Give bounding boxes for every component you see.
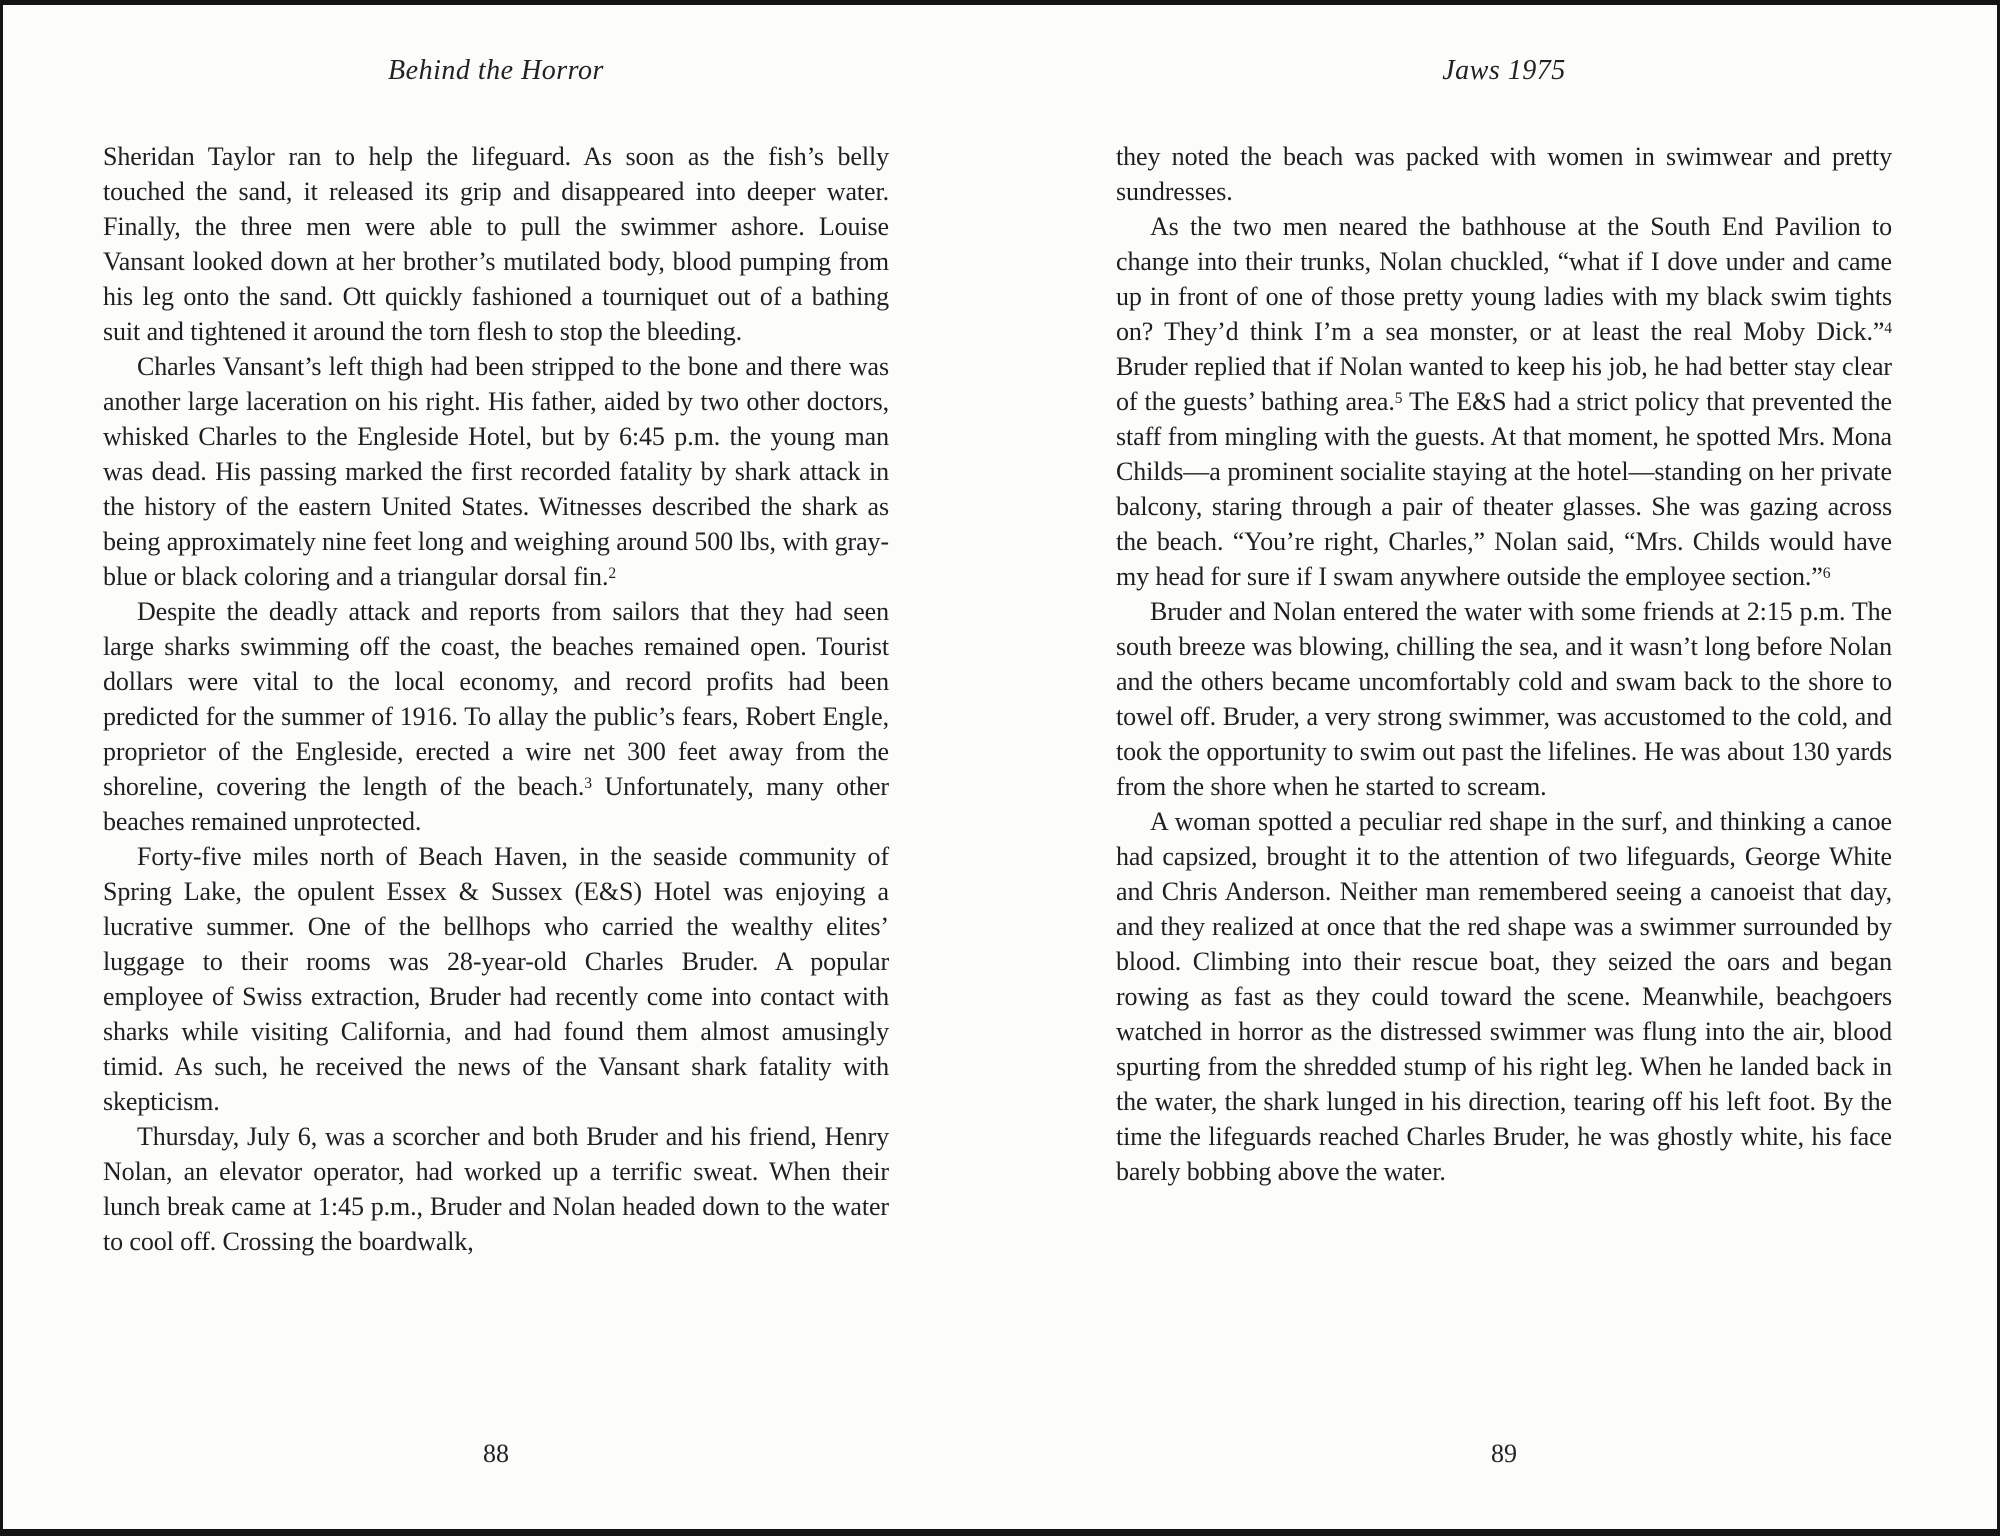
footnote-reference: 6	[1822, 564, 1831, 582]
page-body-left	[103, 139, 889, 1259]
page-number-left: 88	[483, 1439, 509, 1468]
paragraph: Charles Vansant’s left thigh had been stripped to the bone and there was another large laceration on his right. His father, aided by two other doctors, whisked Charles to the Engleside Hotel, but by 6:45 p.m. the young man was dead. His passing marked the first recorded fatality by shark attack in the history of the eastern United States. Witnesses described the shark as being approximately nine feet long and weighing around 500 lbs, with gray-blue or black coloring and a triangular dorsal fin.$^2$	[103, 352, 889, 591]
running-head-left: Behind the Horror	[388, 55, 604, 86]
footnote-reference: 5	[1394, 389, 1403, 407]
paragraph: Despite the deadly attack and reports from sailors that they had seen large sharks swimming off the coast, the beaches remained open. Tourist dollars were vital to the local economy, and record profits had been predicted for the summer of 1916. To allay the public’s fears, Robert Engle, proprietor of the Engleside, erected a wire net 300 feet away from the shoreline, covering the length of the beach.$^3$ Unfortunately, many other beaches remained unprotected.	[103, 597, 889, 836]
paragraph: Bruder and Nolan entered the water with some friends at 2:15 p.m. The south breeze was blowing, chilling the sea, and it wasn’t long before Nolan and the others became uncomfortably cold and swam back to the shore to towel off. Bruder, a very strong swimmer, was accustomed to the cold, and took the opportunity to swim out past the lifelines. He was about 130 yards from the shore when he started to scream.	[1116, 597, 1892, 801]
footnote-reference: 4	[1884, 319, 1892, 337]
paragraph: As the two men neared the bathhouse at the South End Pavilion to change into their trunks, Nolan chuckled, “what if I dove under and came up in front of one of those pretty young ladies with my black swim tights on? They’d think I’m a sea monster, or at least the real Moby Dick.”$^4$ Bruder replied that if Nolan wanted to keep his job, he had better stay clear of the guests’ bathing area.$^5$ The E&S had a strict policy that prevented the staff from mingling with the guests. At that moment, he spotted Mrs. Mona Childs—a prominent socialite staying at the hotel—standing on her private balcony, staring through a pair of theater glasses. She was gazing across the beach. “You’re right, Charles,” Nolan said, “Mrs. Childs would have my head for sure if I swam anywhere outside the employee section.”$^6$	[1116, 212, 1892, 591]
footnote-reference: 2	[608, 564, 617, 582]
paragraph: Forty-five miles north of Beach Haven, in the seaside community of Spring Lake, the opulent Essex & Sussex (E&S) Hotel was enjoying a lucrative summer. One of the bellhops who carried the wealthy elites’ luggage to their rooms was 28-year-old Charles Bruder. A popular employee of Swiss extraction, Bruder had recently come into contact with sharks while visiting California, and had found them almost amusingly timid. As such, he received the news of the Vansant shark fatality with skepticism.	[103, 842, 889, 1116]
paragraph: A woman spotted a peculiar red shape in the surf, and thinking a canoe had capsized, brought it to the attention of two lifeguards, George White and Chris Anderson. Neither man remembered seeing a canoeist that day, and they realized at once that the red shape was a swimmer surrounded by blood. Climbing into their rescue boat, they seized the oars and began rowing as fast as they could toward the scene. Meanwhile, beachgoers watched in horror as the distressed swimmer was flung into the air, blood spurting from the shredded stump of his right leg. When he landed back in the water, the shark lunged in his direction, tearing off his left foot. By the time the lifeguards reached Charles Bruder, he was ghostly white, his face barely bobbing above the water.	[1116, 807, 1892, 1186]
page-number-right: 89	[1491, 1439, 1517, 1468]
paragraph: Thursday, July 6, was a scorcher and both Bruder and his friend, Henry Nolan, an elevator operator, had worked up a terrific sweat. When their lunch break came at 1:45 p.m., Bruder and Nolan headed down to the water to cool off. Crossing the boardwalk,	[103, 1122, 889, 1256]
page-body-right	[1116, 139, 1892, 1189]
page-right	[1116, 5, 1892, 1529]
paragraph: they noted the beach was packed with women in swimwear and pretty sundresses.	[1116, 142, 1892, 206]
footnote-reference: 3	[584, 774, 592, 792]
running-head-right: Jaws 1975	[1442, 55, 1566, 86]
page-left	[103, 5, 889, 1529]
paragraph: Sheridan Taylor ran to help the lifeguard. As soon as the fish’s belly touched the sand, it released its grip and disappeared into deeper water. Finally, the three men were able to pull the swimmer ashore. Louise Vansant looked down at her brother’s mutilated body, blood pumping from his leg onto the sand. Ott quickly fashioned a tourniquet out of a bathing suit and tightened it around the torn flesh to stop the bleeding.	[103, 142, 889, 346]
